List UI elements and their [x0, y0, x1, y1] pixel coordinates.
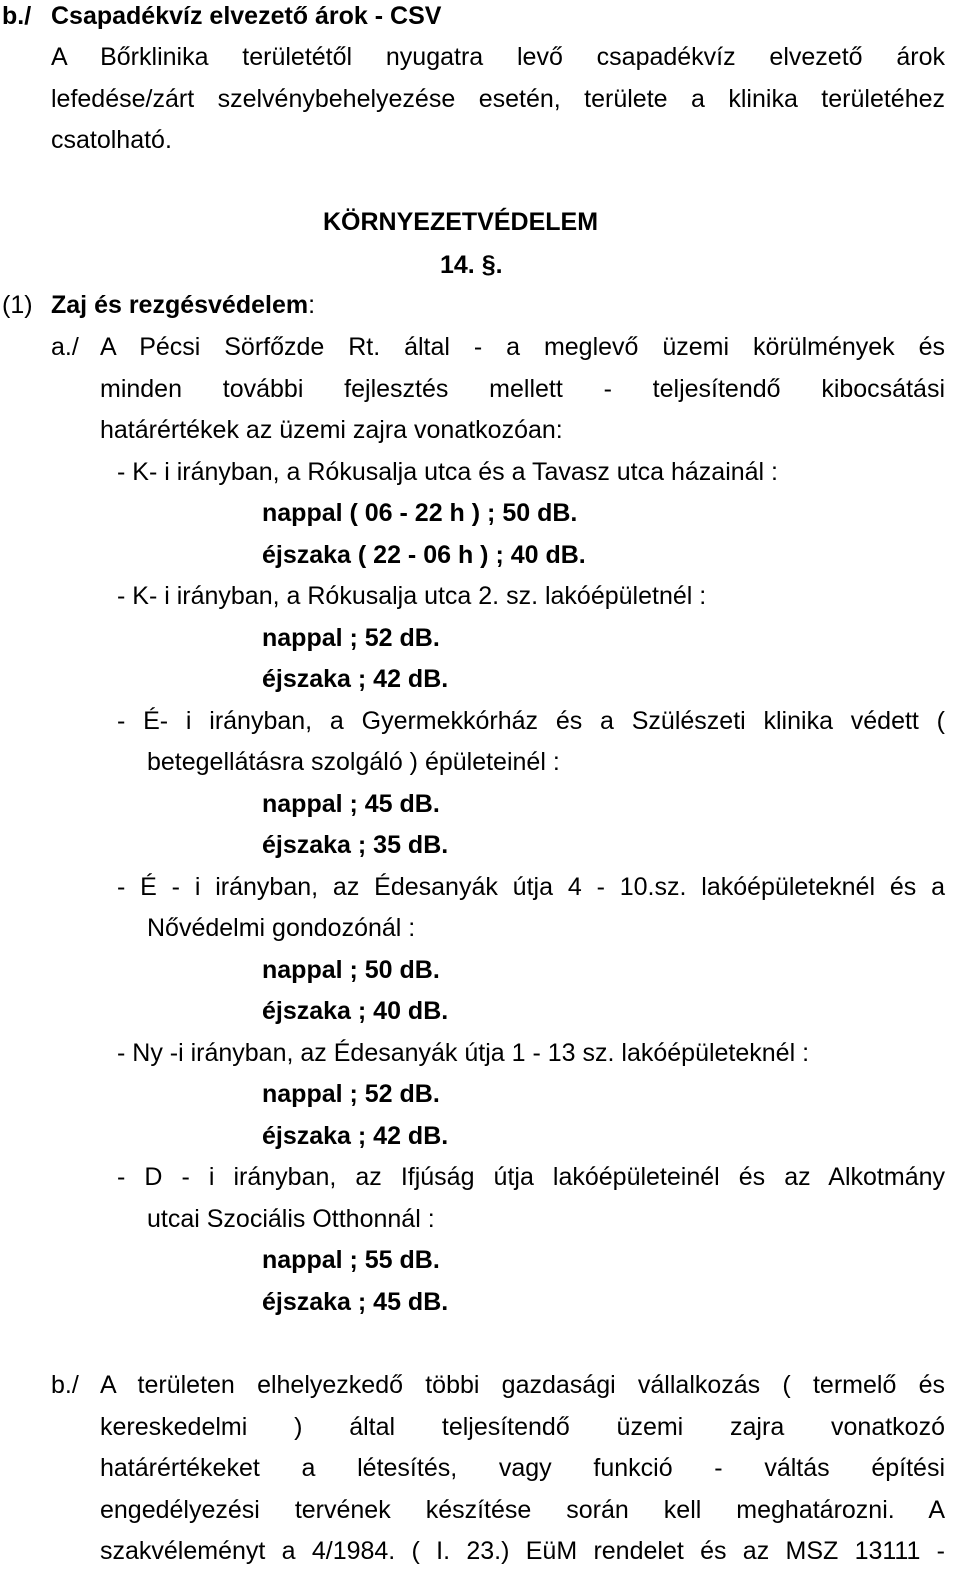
- chapter-number: 14. §.: [440, 251, 503, 279]
- item-a-line-2: minden további fejlesztés mellett - teljesítendő kibocsátási: [100, 375, 945, 403]
- section-b-title: Csapadékvíz elvezető árok - CSV: [51, 2, 442, 30]
- limit-location-continued: utcai Szociális Otthonnál :: [147, 1205, 435, 1233]
- section-b-label: b./: [2, 2, 32, 30]
- paragraph-1-heading: [51, 290, 315, 320]
- limit-day-value: nappal ( 06 - 22 h ) ; 50 dB.: [262, 499, 578, 527]
- limit-night-value: éjszaka ; 35 dB.: [262, 831, 449, 859]
- limit-night-value: éjszaka ; 42 dB.: [262, 1122, 449, 1150]
- limit-night-value: éjszaka ; 40 dB.: [262, 997, 449, 1025]
- limit-location: - É- i irányban, a Gyermekkórház és a Szülészeti klinika védett (: [117, 707, 945, 735]
- limit-location: - K- i irányban, a Rókusalja utca 2. sz. lakóépületnél :: [117, 582, 707, 610]
- limit-night-value: éjszaka ; 45 dB.: [262, 1288, 449, 1316]
- limit-location-continued: Nővédelmi gondozónál :: [147, 914, 416, 942]
- item-a-line-3: határértékek az üzemi zajra vonatkozóan:: [100, 416, 563, 444]
- limit-day-value: nappal ; 45 dB.: [262, 790, 440, 818]
- limit-night-value: éjszaka ( 22 - 06 h ) ; 40 dB.: [262, 541, 586, 569]
- section-b-text-line-3: csatolható.: [51, 126, 172, 154]
- section-b-text-line-2: lefedése/zárt szelvénybehelyezése esetén, területe a klinika területéhez: [51, 85, 945, 113]
- item-a-label: a./: [51, 333, 79, 361]
- paragraph-1-title: Zaj és rezgésvédelem: [51, 291, 309, 319]
- item-b-label: b./: [51, 1371, 79, 1399]
- section-b-text-line-1: A Bőrklinika területétől nyugatra levő csapadékvíz elvezető árok: [51, 43, 945, 71]
- limit-day-value: nappal ; 50 dB.: [262, 956, 440, 984]
- item-b-line-3: határértékeket a létesítés, vagy funkció - váltás építési: [100, 1454, 945, 1482]
- limit-location: - K- i irányban, a Rókusalja utca és a Tavasz utca házainál :: [117, 458, 778, 486]
- item-b-line-2: kereskedelmi ) által teljesítendő üzemi zajra vonatkozó: [100, 1413, 945, 1441]
- chapter-title: KÖRNYEZETVÉDELEM: [323, 208, 599, 236]
- item-a-line-1: A Pécsi Sörfőzde Rt. által - a meglevő üzemi körülmények és: [100, 333, 945, 361]
- limit-location-continued: betegellátásra szolgáló ) épületeinél :: [147, 748, 560, 776]
- item-b-line-5: szakvéleményt a 4/1984. ( I. 23.) EüM rendelet és az MSZ 13111 -: [100, 1537, 945, 1565]
- item-b-line-1: A területen elhelyezkedő többi gazdasági vállalkozás ( termelő és: [100, 1371, 945, 1399]
- limit-day-value: nappal ; 55 dB.: [262, 1246, 440, 1274]
- limit-night-value: éjszaka ; 42 dB.: [262, 665, 449, 693]
- limit-location: - É - i irányban, az Édesanyák útja 4 - 10.sz. lakóépületeknél és a: [117, 873, 945, 901]
- limit-location: - Ny -i irányban, az Édesanyák útja 1 - 13 sz. lakóépületeknél :: [117, 1039, 810, 1067]
- limit-day-value: nappal ; 52 dB.: [262, 1080, 440, 1108]
- paragraph-1-label: (1): [2, 291, 33, 319]
- item-b-line-4: engedélyezési tervének készítése során kell meghatározni. A: [100, 1496, 945, 1524]
- paragraph-1-colon: :: [308, 291, 316, 319]
- limit-day-value: nappal ; 52 dB.: [262, 624, 440, 652]
- limit-location: - D - i irányban, az Ifjúság útja lakóépületeinél és az Alkotmány: [117, 1163, 945, 1191]
